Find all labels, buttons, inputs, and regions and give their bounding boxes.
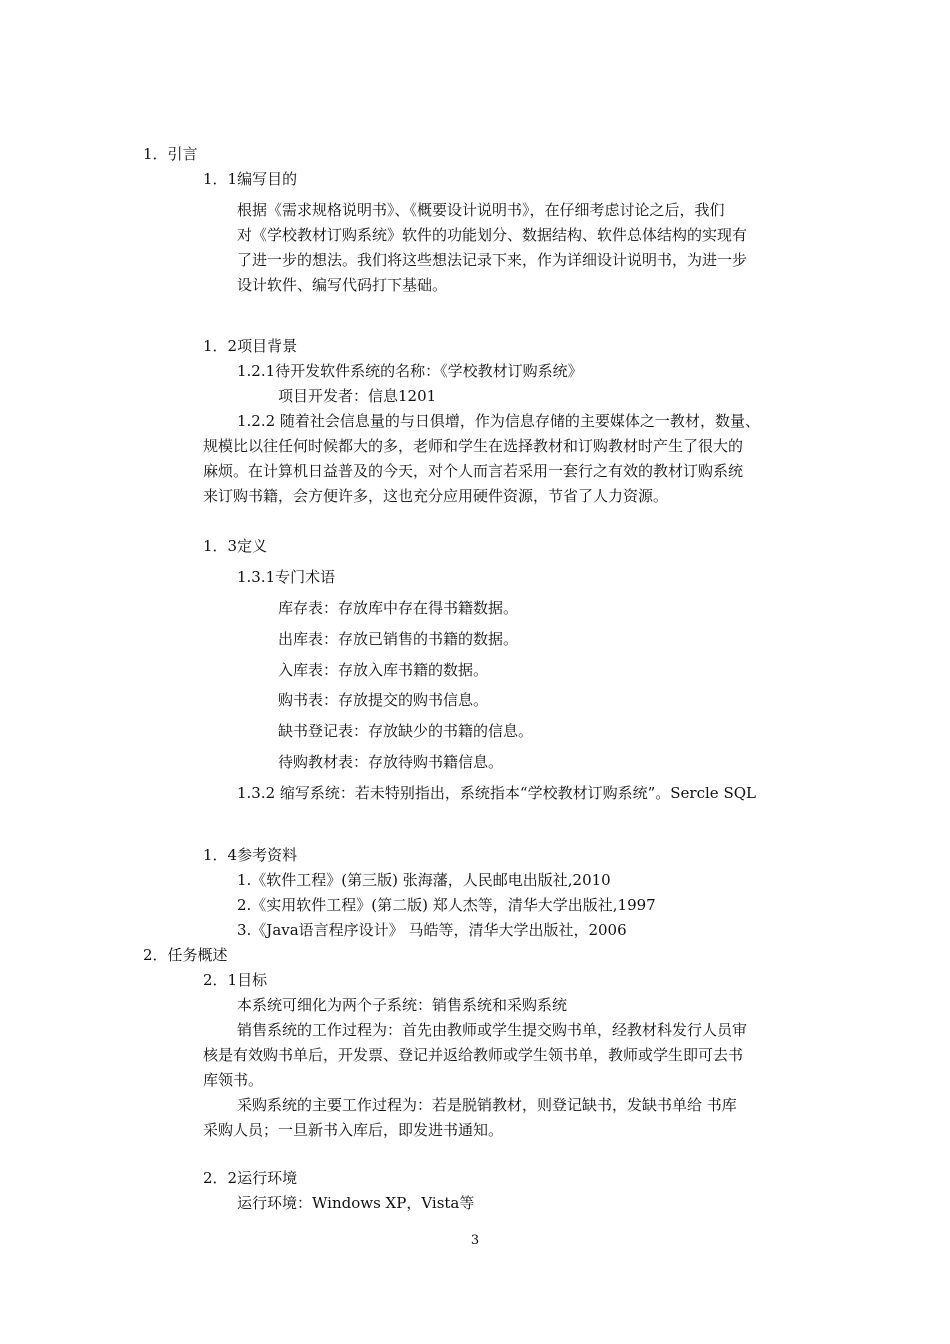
heading-references: 1．4参考资料 [203, 846, 298, 864]
term-item: 入库表：存放入库书籍的数据。 [278, 661, 489, 679]
purpose-line: 对《学校教材订购系统》软件的功能划分、数据结构、软件总体结构的实现有 [237, 226, 748, 244]
heading-goals: 2．1目标 [203, 971, 268, 989]
system-name-line: 1.2.1待开发软件系统的名称：《学校教材订购系统》 [237, 362, 583, 380]
term-item: 缺书登记表：存放缺少的书籍的信息。 [278, 722, 534, 740]
sales-process-line: 核是有效购书单后，开发票、登记并返给教师或学生领书单，教师或学生即可去书 [203, 1046, 744, 1064]
sales-process-line: 库领书。 [203, 1071, 264, 1089]
page-number: 3 [470, 1233, 480, 1248]
reference-item: 1.《软件工程》(第三版) 张海藩，人民邮电出版社,2010 [237, 871, 611, 889]
purpose-line: 根据《需求规格说明书》、《概要设计说明书》，在仔细考虑讨论之后，我们 [237, 201, 725, 219]
heading-task-overview: 2．任务概述 [143, 946, 228, 964]
reference-item: 2.《实用软件工程》(第二版) 郑人杰等，清华大学出版社,1997 [237, 896, 656, 914]
background-line: 麻烦。在计算机日益普及的今天，对个人而言若采用一套行之有效的教材订购系统 [203, 462, 744, 480]
background-line: 来订购书籍，会方便许多，这也充分应用硬件资源，节省了人力资源。 [203, 487, 669, 505]
heading-background: 1．2项目背景 [203, 337, 298, 355]
purpose-line: 了进一步的想法。我们将这些想法记录下来，作为详细设计说明书，为进一步 [237, 251, 748, 269]
environment-line: 运行环境：Windows XP，Vista等 [237, 1194, 475, 1212]
purchase-process-line: 采购系统的主要工作过程为：若是脱销教材，则登记缺书，发缺书单给 书库 [237, 1096, 737, 1114]
term-item: 待购教材表：存放待购书籍信息。 [278, 753, 504, 771]
purchase-process-line: 采购人员；一旦新书入库后，即发进书通知。 [203, 1121, 504, 1139]
purpose-line: 设计软件、编写代码打下基础。 [237, 276, 448, 294]
heading-introduction: 1．引言 [143, 145, 198, 163]
term-item: 购书表：存放提交的购书信息。 [278, 691, 489, 709]
reference-item: 3.《Java语言程序设计》 马皓等，清华大学出版社，2006 [237, 921, 627, 939]
heading-terms: 1.3.1专门术语 [237, 568, 336, 586]
term-item: 出库表：存放已销售的书籍的数据。 [278, 630, 519, 648]
abbreviation-line: 1.3.2 缩写系统：若未特别指出，系统指本“学校教材订购系统”。Sercle SQL [237, 784, 756, 802]
sales-process-line: 销售系统的工作过程为：首先由教师或学生提交购书单，经教材科发行人员审 [237, 1021, 748, 1039]
heading-definitions: 1．3定义 [203, 537, 268, 555]
term-item: 库存表：存放库中存在得书籍数据。 [278, 599, 519, 617]
heading-purpose: 1．1编写目的 [203, 170, 298, 188]
heading-environment: 2．2运行环境 [203, 1169, 298, 1187]
goals-summary: 本系统可细化为两个子系统：销售系统和采购系统 [237, 996, 568, 1014]
developer-line: 项目开发者：信息1201 [278, 387, 437, 405]
background-line: 规模比以往任何时候都大的多，老师和学生在选择教材和订购教材时产生了很大的 [203, 437, 744, 455]
background-line: 1.2.2 随着社会信息量的与日俱增，作为信息存储的主要媒体之一教材，数量、 [237, 412, 760, 430]
